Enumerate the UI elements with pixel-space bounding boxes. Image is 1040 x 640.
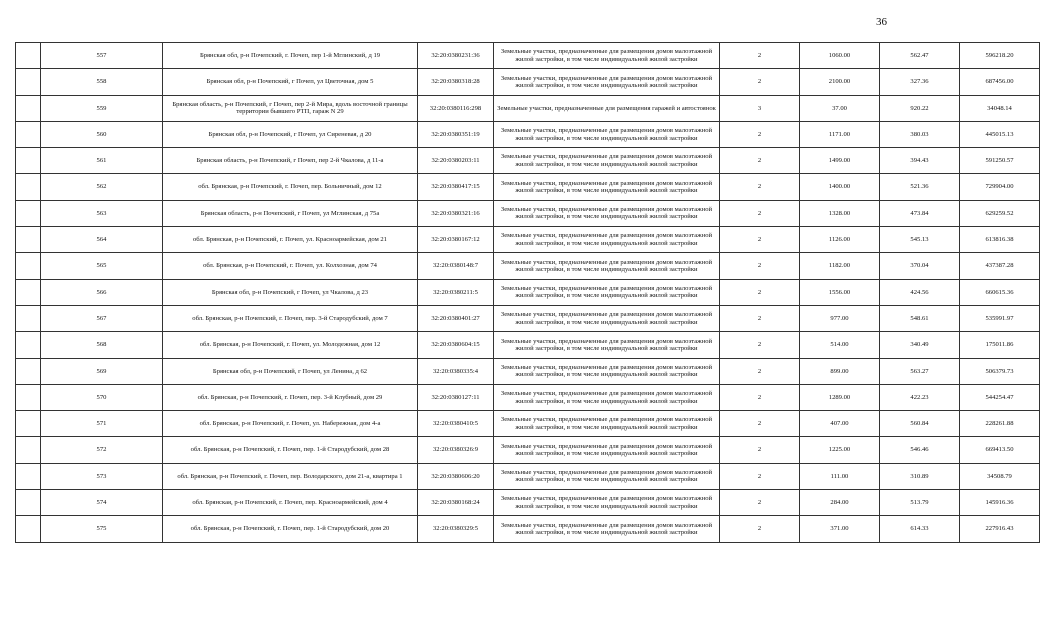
area-cell: 407.00 xyxy=(800,411,880,437)
cadastral-value-cell: 613816.38 xyxy=(960,227,1040,253)
cadastral-value-cell: 34508.79 xyxy=(960,463,1040,489)
row-spacer-cell xyxy=(16,305,41,331)
area-cell: 371.00 xyxy=(800,516,880,542)
row-spacer-cell xyxy=(16,463,41,489)
row-number-cell: 571 xyxy=(41,411,163,437)
specific-value-cell: 370.04 xyxy=(880,253,960,279)
table-row xyxy=(16,253,1040,279)
land-purpose-cell: Земельные участки, предназначенные для размещения домов малоэтажной жилой застройки, в том числе индивидуальной жилой застройки xyxy=(494,69,720,95)
row-number-cell: 559 xyxy=(41,95,163,121)
address-cell: Брянская обл, р-н Почепский, г Почеп, ул Чкалова, д 23 xyxy=(163,279,418,305)
table-row xyxy=(16,279,1040,305)
row-spacer-cell xyxy=(16,411,41,437)
row-number-cell: 570 xyxy=(41,384,163,410)
area-cell: 899.00 xyxy=(800,358,880,384)
land-purpose-cell: Земельные участки, предназначенные для размещения домов малоэтажной жилой застройки, в том числе индивидуальной жилой застройки xyxy=(494,148,720,174)
specific-value-cell: 920.22 xyxy=(880,95,960,121)
address-cell: Брянская обл, р-н Почепский, г Почеп, ул Цветочная, дом 5 xyxy=(163,69,418,95)
row-number-cell: 566 xyxy=(41,279,163,305)
row-number-cell: 569 xyxy=(41,358,163,384)
group-code-cell: 2 xyxy=(720,279,800,305)
area-cell: 1225.00 xyxy=(800,437,880,463)
group-code-cell: 2 xyxy=(720,463,800,489)
area-cell: 2100.00 xyxy=(800,69,880,95)
cadastral-number-cell: 32:20:0380329:5 xyxy=(418,516,494,542)
address-cell: обл. Брянская, р-н Почепский, г. Почеп, пер. 1-й Стародубский, дом 20 xyxy=(163,516,418,542)
group-code-cell: 2 xyxy=(720,43,800,69)
table-row xyxy=(16,332,1040,358)
address-cell: обл. Брянская, р-н Почепский, г. Почеп, пер. Больничный, дом 12 xyxy=(163,174,418,200)
specific-value-cell: 422.23 xyxy=(880,384,960,410)
table-row xyxy=(16,490,1040,516)
row-spacer-cell xyxy=(16,384,41,410)
specific-value-cell: 473.84 xyxy=(880,200,960,226)
table-row xyxy=(16,411,1040,437)
address-cell: Брянская область, р-н Почепский, г Почеп, пер 2-й Чкалова, д 11-а xyxy=(163,148,418,174)
land-purpose-cell: Земельные участки, предназначенные для размещения домов малоэтажной жилой застройки, в том числе индивидуальной жилой застройки xyxy=(494,516,720,542)
row-spacer-cell xyxy=(16,121,41,147)
group-code-cell: 2 xyxy=(720,332,800,358)
specific-value-cell: 546.46 xyxy=(880,437,960,463)
land-registry-table xyxy=(15,42,1040,543)
group-code-cell: 2 xyxy=(720,516,800,542)
land-purpose-cell: Земельные участки, предназначенные для размещения домов малоэтажной жилой застройки, в том числе индивидуальной жилой застройки xyxy=(494,121,720,147)
row-spacer-cell xyxy=(16,279,41,305)
row-number-cell: 561 xyxy=(41,148,163,174)
cadastral-number-cell: 32:20:0380417:15 xyxy=(418,174,494,200)
group-code-cell: 2 xyxy=(720,200,800,226)
row-number-cell: 568 xyxy=(41,332,163,358)
address-cell: обл. Брянская, р-н Почепский, г. Почеп, пер. Володарского, дом 21-а, квартира 1 xyxy=(163,463,418,489)
specific-value-cell: 563.27 xyxy=(880,358,960,384)
specific-value-cell: 521.36 xyxy=(880,174,960,200)
specific-value-cell: 380.03 xyxy=(880,121,960,147)
land-purpose-cell: Земельные участки, предназначенные для размещения домов малоэтажной жилой застройки, в том числе индивидуальной жилой застройки xyxy=(494,437,720,463)
cadastral-value-cell: 175011.86 xyxy=(960,332,1040,358)
specific-value-cell: 340.49 xyxy=(880,332,960,358)
group-code-cell: 2 xyxy=(720,437,800,463)
row-number-cell: 567 xyxy=(41,305,163,331)
cadastral-number-cell: 32:20:0380326:9 xyxy=(418,437,494,463)
cadastral-value-cell: 445015.13 xyxy=(960,121,1040,147)
cadastral-number-cell: 32:20:0380335:4 xyxy=(418,358,494,384)
row-spacer-cell xyxy=(16,253,41,279)
cadastral-value-cell: 591250.57 xyxy=(960,148,1040,174)
row-spacer-cell xyxy=(16,148,41,174)
address-cell: обл. Брянская, р-н Почепский, г. Почеп, пер. Красноармейский, дом 4 xyxy=(163,490,418,516)
row-spacer-cell xyxy=(16,227,41,253)
table-row xyxy=(16,463,1040,489)
area-cell: 977.00 xyxy=(800,305,880,331)
cadastral-number-cell: 32:20:0380148:7 xyxy=(418,253,494,279)
group-code-cell: 2 xyxy=(720,174,800,200)
land-purpose-cell: Земельные участки, предназначенные для размещения домов малоэтажной жилой застройки, в том числе индивидуальной жилой застройки xyxy=(494,463,720,489)
specific-value-cell: 560.84 xyxy=(880,411,960,437)
cadastral-value-cell: 544254.47 xyxy=(960,384,1040,410)
cadastral-number-cell: 32:20:0380168:24 xyxy=(418,490,494,516)
specific-value-cell: 562.47 xyxy=(880,43,960,69)
cadastral-value-cell: 669413.50 xyxy=(960,437,1040,463)
table-row xyxy=(16,95,1040,121)
table-row xyxy=(16,358,1040,384)
land-purpose-cell: Земельные участки, предназначенные для размещения домов малоэтажной жилой застройки, в том числе индивидуальной жилой застройки xyxy=(494,227,720,253)
address-cell: Брянская обл, р-н Почепский, г Почеп, ул Сиреневая, д 20 xyxy=(163,121,418,147)
row-number-cell: 575 xyxy=(41,516,163,542)
cadastral-value-cell: 437387.28 xyxy=(960,253,1040,279)
group-code-cell: 2 xyxy=(720,305,800,331)
address-cell: Брянская обл, р-н Почепский, г Почеп, ул Ленина, д 62 xyxy=(163,358,418,384)
address-cell: Брянская обл, р-н Почепский, г. Почеп, пер 1-й Мглинский, д 19 xyxy=(163,43,418,69)
cadastral-number-cell: 32:20:0380606:20 xyxy=(418,463,494,489)
address-cell: обл. Брянская, р-н Почепский, г. Почеп, ул. Набережная, дом 4-а xyxy=(163,411,418,437)
address-cell: обл. Брянская, р-н Почепский, г. Почеп, пер. 3-й Стародубский, дом 7 xyxy=(163,305,418,331)
address-cell: обл. Брянская, р-н Почепский, г. Почеп, ул. Колхозная, дом 74 xyxy=(163,253,418,279)
cadastral-number-cell: 32:20:0380116:298 xyxy=(418,95,494,121)
cadastral-number-cell: 32:20:0380127:11 xyxy=(418,384,494,410)
area-cell: 284.00 xyxy=(800,490,880,516)
table-row xyxy=(16,69,1040,95)
address-cell: Брянская область, р-н Почепский, г Почеп, пер 2-й Мира, вдоль восточной границы территории бывшего РТП, гараж N 29 xyxy=(163,95,418,121)
specific-value-cell: 545.13 xyxy=(880,227,960,253)
land-purpose-cell: Земельные участки, предназначенные для размещения домов малоэтажной жилой застройки, в том числе индивидуальной жилой застройки xyxy=(494,253,720,279)
land-purpose-cell: Земельные участки, предназначенные для размещения домов малоэтажной жилой застройки, в том числе индивидуальной жилой застройки xyxy=(494,490,720,516)
group-code-cell: 2 xyxy=(720,148,800,174)
land-purpose-cell: Земельные участки, предназначенные для размещения домов малоэтажной жилой застройки, в том числе индивидуальной жилой застройки xyxy=(494,43,720,69)
cadastral-value-cell: 660615.36 xyxy=(960,279,1040,305)
cadastral-value-cell: 729904.00 xyxy=(960,174,1040,200)
table-row xyxy=(16,516,1040,542)
table-body xyxy=(16,43,1040,543)
row-spacer-cell xyxy=(16,43,41,69)
land-purpose-cell: Земельные участки, предназначенные для размещения гаражей и автостоянок xyxy=(494,95,720,121)
page-number: 36 xyxy=(876,16,887,28)
specific-value-cell: 327.36 xyxy=(880,69,960,95)
area-cell: 1126.00 xyxy=(800,227,880,253)
row-number-cell: 558 xyxy=(41,69,163,95)
address-cell: обл. Брянская, р-н Почепский, г. Почеп, пер. 1-й Стародубский, дом 28 xyxy=(163,437,418,463)
area-cell: 1171.00 xyxy=(800,121,880,147)
land-purpose-cell: Земельные участки, предназначенные для размещения домов малоэтажной жилой застройки, в том числе индивидуальной жилой застройки xyxy=(494,332,720,358)
specific-value-cell: 394.43 xyxy=(880,148,960,174)
table-row xyxy=(16,148,1040,174)
table-row xyxy=(16,43,1040,69)
area-cell: 1182.00 xyxy=(800,253,880,279)
cadastral-number-cell: 32:20:0380351:19 xyxy=(418,121,494,147)
land-purpose-cell: Земельные участки, предназначенные для размещения домов малоэтажной жилой застройки, в том числе индивидуальной жилой застройки xyxy=(494,279,720,305)
cadastral-number-cell: 32:20:0380211:5 xyxy=(418,279,494,305)
group-code-cell: 2 xyxy=(720,384,800,410)
row-number-cell: 574 xyxy=(41,490,163,516)
group-code-cell: 2 xyxy=(720,358,800,384)
land-purpose-cell: Земельные участки, предназначенные для размещения домов малоэтажной жилой застройки, в том числе индивидуальной жилой застройки xyxy=(494,384,720,410)
cadastral-value-cell: 687456.00 xyxy=(960,69,1040,95)
row-number-cell: 564 xyxy=(41,227,163,253)
cadastral-number-cell: 32:20:0380401:27 xyxy=(418,305,494,331)
area-cell: 514.00 xyxy=(800,332,880,358)
row-spacer-cell xyxy=(16,490,41,516)
area-cell: 1499.00 xyxy=(800,148,880,174)
group-code-cell: 2 xyxy=(720,227,800,253)
land-purpose-cell: Земельные участки, предназначенные для размещения домов малоэтажной жилой застройки, в том числе индивидуальной жилой застройки xyxy=(494,200,720,226)
row-spacer-cell xyxy=(16,332,41,358)
row-number-cell: 563 xyxy=(41,200,163,226)
group-code-cell: 2 xyxy=(720,490,800,516)
table-row xyxy=(16,227,1040,253)
row-spacer-cell xyxy=(16,174,41,200)
land-purpose-cell: Земельные участки, предназначенные для размещения домов малоэтажной жилой застройки, в том числе индивидуальной жилой застройки xyxy=(494,411,720,437)
row-spacer-cell xyxy=(16,516,41,542)
group-code-cell: 2 xyxy=(720,411,800,437)
address-cell: обл. Брянская, р-н Почепский, г. Почеп, ул. Молодежная, дом 12 xyxy=(163,332,418,358)
cadastral-number-cell: 32:20:0380410:5 xyxy=(418,411,494,437)
table-row xyxy=(16,305,1040,331)
cadastral-number-cell: 32:20:0380318:28 xyxy=(418,69,494,95)
specific-value-cell: 513.79 xyxy=(880,490,960,516)
cadastral-value-cell: 596218.20 xyxy=(960,43,1040,69)
cadastral-value-cell: 629259.52 xyxy=(960,200,1040,226)
land-purpose-cell: Земельные участки, предназначенные для размещения домов малоэтажной жилой застройки, в том числе индивидуальной жилой застройки xyxy=(494,174,720,200)
row-number-cell: 573 xyxy=(41,463,163,489)
cadastral-value-cell: 145916.36 xyxy=(960,490,1040,516)
specific-value-cell: 310.89 xyxy=(880,463,960,489)
address-cell: обл. Брянская, р-н Почепский, г. Почеп, пер. 3-й Клубный, дом 29 xyxy=(163,384,418,410)
row-number-cell: 565 xyxy=(41,253,163,279)
cadastral-number-cell: 32:20:0380167:12 xyxy=(418,227,494,253)
specific-value-cell: 548.61 xyxy=(880,305,960,331)
row-spacer-cell xyxy=(16,200,41,226)
row-spacer-cell xyxy=(16,69,41,95)
area-cell: 1556.00 xyxy=(800,279,880,305)
cadastral-number-cell: 32:20:0380321:16 xyxy=(418,200,494,226)
area-cell: 1328.00 xyxy=(800,200,880,226)
row-spacer-cell xyxy=(16,95,41,121)
group-code-cell: 3 xyxy=(720,95,800,121)
table-row xyxy=(16,121,1040,147)
table-row xyxy=(16,200,1040,226)
cadastral-value-cell: 535991.97 xyxy=(960,305,1040,331)
land-purpose-cell: Земельные участки, предназначенные для размещения домов малоэтажной жилой застройки, в том числе индивидуальной жилой застройки xyxy=(494,358,720,384)
land-purpose-cell: Земельные участки, предназначенные для размещения домов малоэтажной жилой застройки, в том числе индивидуальной жилой застройки xyxy=(494,305,720,331)
row-number-cell: 572 xyxy=(41,437,163,463)
row-number-cell: 560 xyxy=(41,121,163,147)
cadastral-value-cell: 227916.43 xyxy=(960,516,1040,542)
table-row xyxy=(16,384,1040,410)
group-code-cell: 2 xyxy=(720,69,800,95)
specific-value-cell: 614.33 xyxy=(880,516,960,542)
address-cell: Брянская область, р-н Почепский, г Почеп, ул Мглинская, д 75а xyxy=(163,200,418,226)
area-cell: 1060.00 xyxy=(800,43,880,69)
row-spacer-cell xyxy=(16,358,41,384)
cadastral-number-cell: 32:20:0380203:11 xyxy=(418,148,494,174)
row-number-cell: 562 xyxy=(41,174,163,200)
area-cell: 1400.00 xyxy=(800,174,880,200)
address-cell: обл. Брянская, р-н Почепский, г. Почеп, ул. Красноармейская, дом 21 xyxy=(163,227,418,253)
group-code-cell: 2 xyxy=(720,253,800,279)
cadastral-value-cell: 34048.14 xyxy=(960,95,1040,121)
area-cell: 111.00 xyxy=(800,463,880,489)
table-row xyxy=(16,437,1040,463)
specific-value-cell: 424.56 xyxy=(880,279,960,305)
area-cell: 1289.00 xyxy=(800,384,880,410)
row-number-cell: 557 xyxy=(41,43,163,69)
cadastral-value-cell: 228261.88 xyxy=(960,411,1040,437)
table-row xyxy=(16,174,1040,200)
area-cell: 37.00 xyxy=(800,95,880,121)
group-code-cell: 2 xyxy=(720,121,800,147)
row-spacer-cell xyxy=(16,437,41,463)
cadastral-number-cell: 32:20:0380604:15 xyxy=(418,332,494,358)
cadastral-value-cell: 506379.73 xyxy=(960,358,1040,384)
cadastral-number-cell: 32:20:0380231:36 xyxy=(418,43,494,69)
